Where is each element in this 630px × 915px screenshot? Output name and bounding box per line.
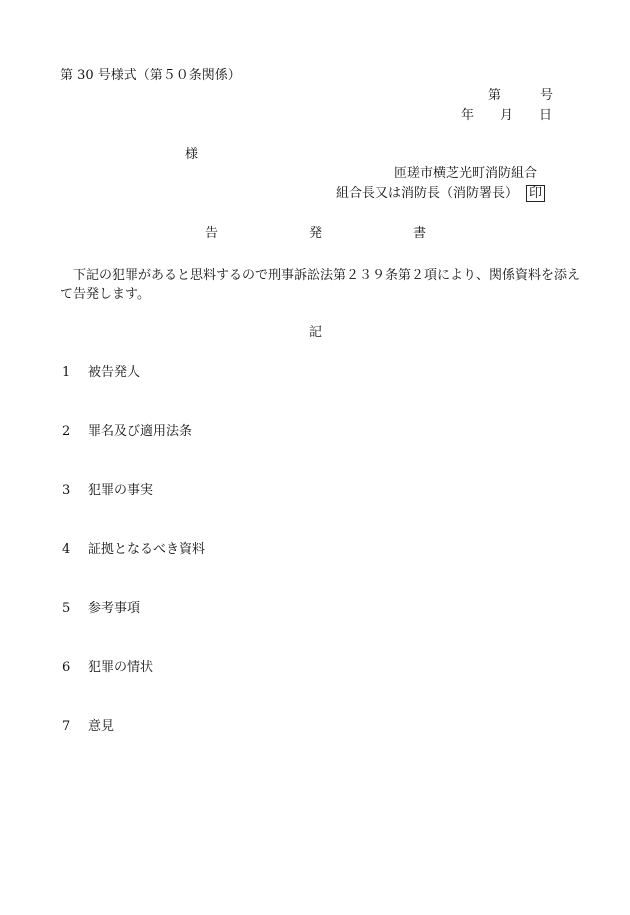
item-label: 犯罪の情状 bbox=[88, 660, 154, 675]
item-label: 犯罪の事実 bbox=[88, 483, 154, 498]
document-date: 年 月 日 bbox=[461, 108, 553, 123]
list-item bbox=[62, 424, 192, 440]
item-label: 罪名及び適用法条 bbox=[88, 424, 193, 439]
sender-organization: 匝瑳市横芝光町消防組合 bbox=[394, 166, 538, 181]
item-number: 1 bbox=[62, 365, 71, 380]
sender-title: 組合長又は消防長（消防署長） bbox=[336, 186, 519, 201]
seal-mark: 印 bbox=[526, 185, 545, 202]
list-item bbox=[62, 542, 205, 558]
item-label: 参考事項 bbox=[88, 601, 141, 616]
item-label: 意見 bbox=[88, 719, 115, 734]
record-heading: 記 bbox=[309, 325, 323, 340]
item-number: 3 bbox=[62, 483, 71, 498]
document-number: 第 号 bbox=[488, 88, 554, 103]
list-item bbox=[62, 601, 140, 617]
sender-title-line bbox=[336, 185, 545, 202]
list-item bbox=[62, 365, 140, 381]
item-number: 4 bbox=[62, 542, 71, 557]
form-title: 第 30 号様式（第５０条関係） bbox=[60, 68, 241, 83]
item-number: 7 bbox=[62, 719, 71, 734]
intro-paragraph: 下記の犯罪があると思料するので刑事訴訟法第２３９条第２項により、関係資料を添えて告発します。 bbox=[60, 268, 581, 302]
item-number: 6 bbox=[62, 660, 71, 675]
item-number: 2 bbox=[62, 424, 71, 439]
item-label: 被告発人 bbox=[88, 365, 141, 380]
list-item bbox=[62, 660, 153, 676]
item-number: 5 bbox=[62, 601, 71, 616]
item-label: 証拠となるべき資料 bbox=[88, 542, 206, 557]
list-item bbox=[62, 719, 114, 735]
recipient: 様 bbox=[185, 147, 199, 162]
document-heading: 告 発 書 bbox=[205, 226, 427, 241]
list-item bbox=[62, 483, 153, 499]
